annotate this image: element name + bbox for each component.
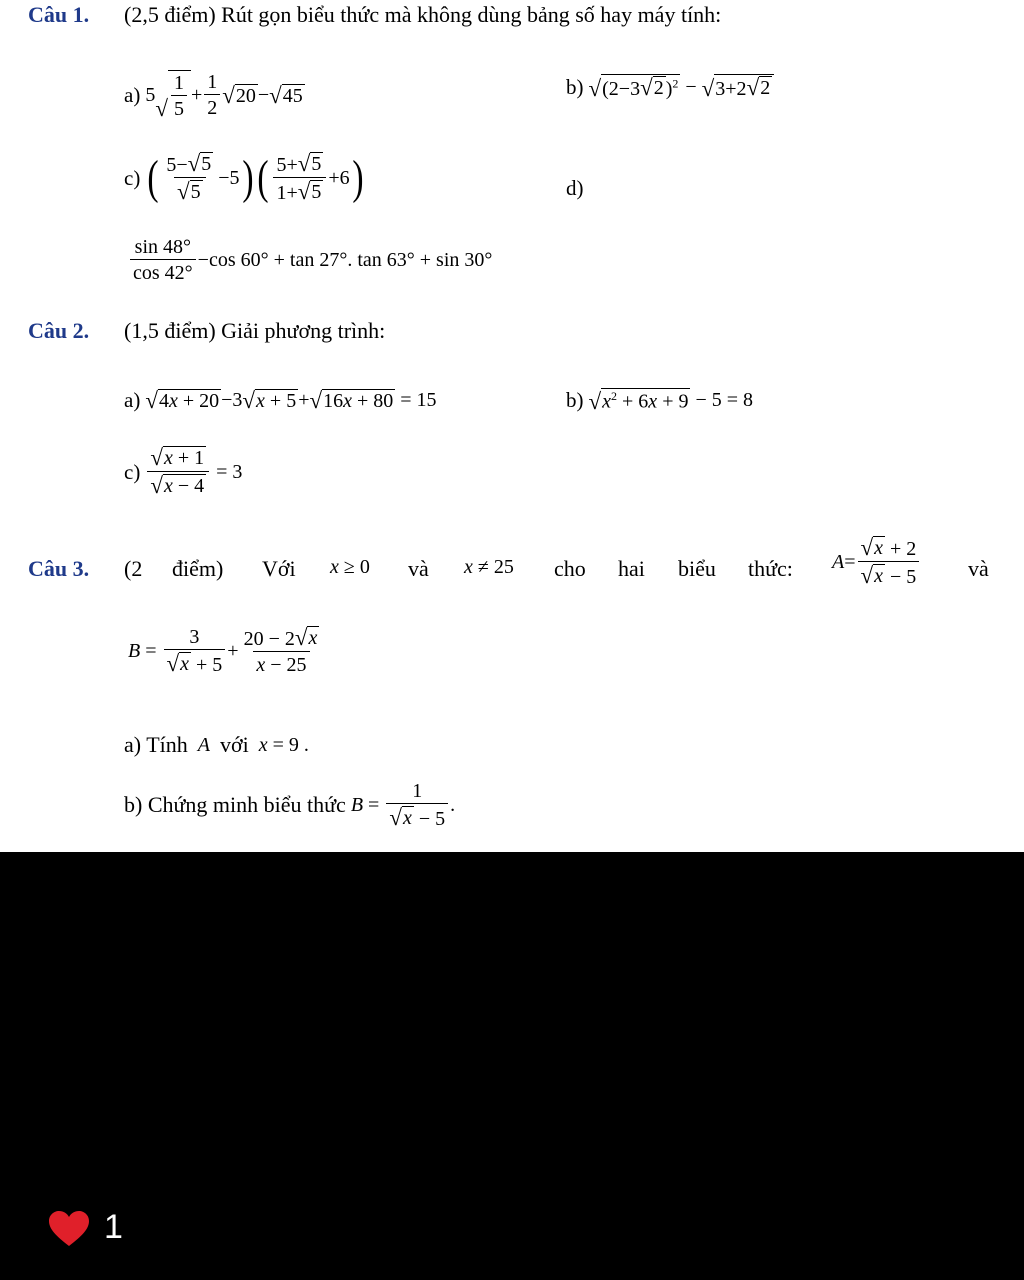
question-1-text: (2,5 điểm) Rút gọn biểu thức mà không dùng bảng số hay máy tính: [124,2,722,27]
question-2-text: (1,5 điểm) Giải phương trình: [124,318,386,343]
q2b-label: b) [566,388,584,412]
q2a-equation: a) √ 4x + 20 −3 √ x + 5 + √ 16x + 80 = 15 [124,388,437,413]
question-3-label: Câu 3. [28,556,90,581]
heart-icon[interactable] [48,1210,90,1253]
q2a-label: a) [124,388,141,412]
q3b-line: b) Chứng minh biểu thức B = 1 √ x − 5 . [124,780,456,830]
question-1-label: Câu 1. [28,2,90,27]
q1d-label: d) [566,176,584,200]
q1c-expression: c) ( 5− √ 5 √ 5 −5 ) ( 5+ √ 5 1+ √ 5 +6 ) [124,151,364,204]
q1b-label: b) [566,74,584,99]
q3-text-9: và [968,556,989,581]
q3-text-3: Với [262,556,296,581]
q1a-expression: a) 5 √ $\frac{1}{5}$ + $\frac{1}{2}$ √ 20 − √ 45 [124,71,303,121]
q3-text-2: điểm) [172,556,224,581]
q3-text-8: thức: [748,556,793,581]
q1c-label: c) [124,165,141,190]
reaction-bar [0,1180,1024,1280]
q3-text-6: hai [618,556,645,581]
q2c-equation: c) √ x + 1 √ x − 4 = 3 [124,445,243,498]
q3-text-4: và [408,556,429,581]
q2c-label: c) [124,459,141,484]
q3-condition-2: x ≠ 25 [464,556,514,578]
q3b-text: b) Chứng minh biểu thức [124,792,346,817]
question-2-label: Câu 2. [28,318,90,343]
q3-condition-1: x ≥ 0 [330,556,370,578]
reaction-count: 1 [104,1208,123,1246]
q3-expression-B: B = 3 √ x + 5 + 20 − 2 √ x x − 25 [128,625,318,676]
q1b-expression: b) √ (2−3 √ 2 )$^2$ − √ 3+2 √ 2 [566,74,774,100]
q1a-label: a) [124,82,141,107]
q3-text-7: biểu [678,556,716,581]
q3-text-5: cho [554,556,586,581]
q3a-mid-text: với [219,732,249,757]
q3a-text: a) Tính [124,732,188,757]
q2b-equation: b) √ $x^2 + 6x + 9$ − 5 = 8 [566,388,754,414]
q1d-expression: $\frac{\sin 48^\circ}{\cos 42^\circ}$ −cos 60° + tan 27°. tan 63° + sin 30° [128,236,492,284]
q3a-line: a) Tính A với x = 9 . [124,732,309,757]
q3-expression-A: A = √ x + 2 √ x − 5 [832,536,921,588]
q3-text-1: (2 [124,556,143,581]
